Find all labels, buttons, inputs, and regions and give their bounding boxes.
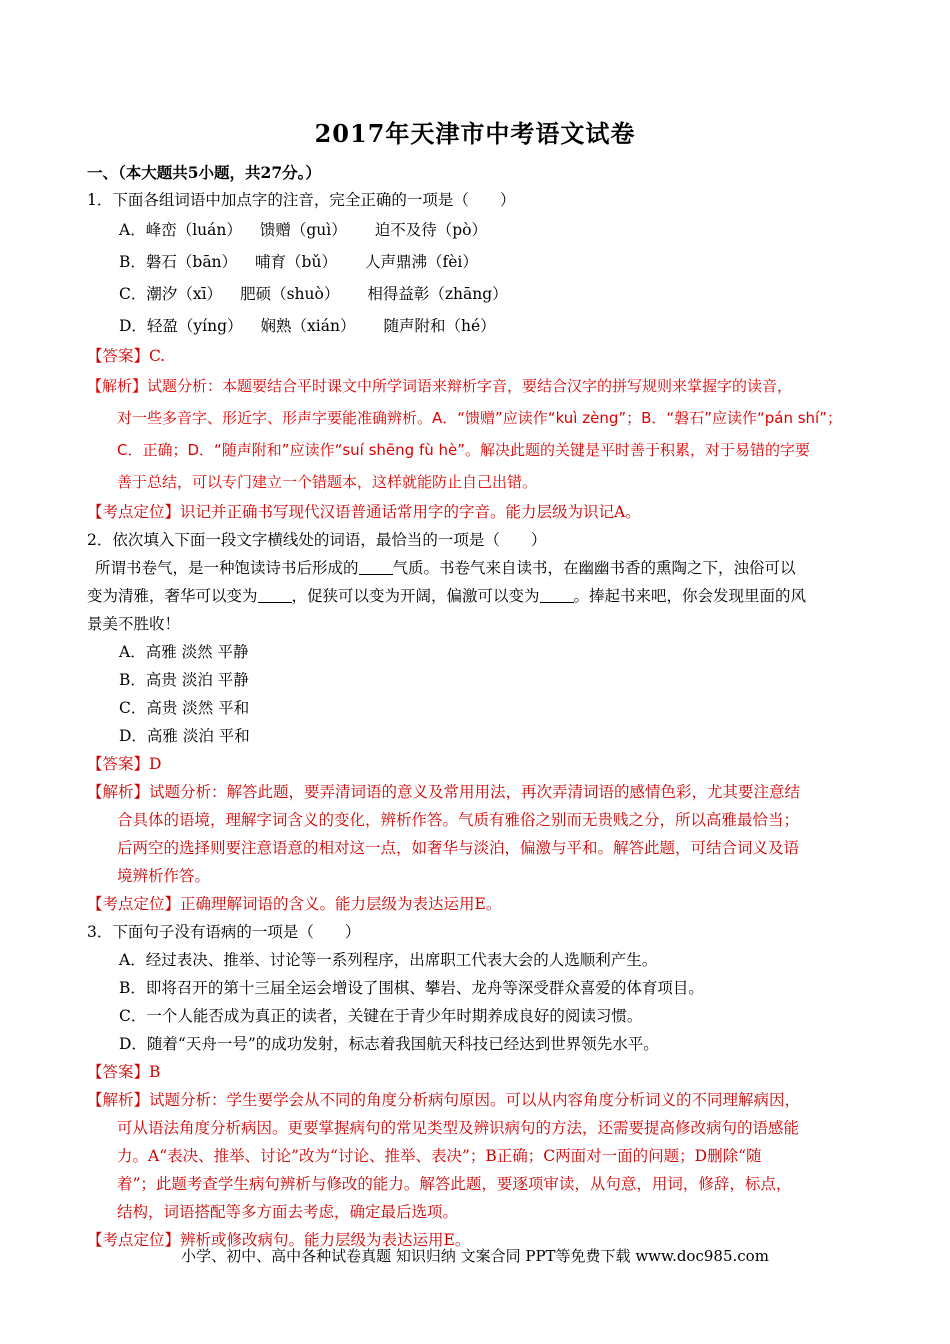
q1-point: 【考点定位】识记并正确书写现代汉语普通话常用字的字音。能力层级为识记A。: [87, 503, 641, 521]
q2-passage-line: 变为清雅，奢华可以变为 ，促狭可以变为开阔，偏激可以变为 。捧起书来吧，你会发现里面的风: [87, 587, 807, 605]
q1-option-a: A．峰峦（luán） 馈赠（guì） 迫不及待（pò）: [119, 221, 487, 239]
q2-answer: 【答案】D: [87, 755, 162, 773]
q1-analysis-line: 【解析】试题分析：本题要结合平时课文中所学词语来辩析字音，要结合汉字的拼写规则来掌握字的读音，: [87, 377, 793, 395]
q2-passage-line: 所谓书卷气，是一种饱读诗书后形成的 气质。书卷气来自读书，在幽幽书香的熏陶之下，浊俗可以: [95, 559, 796, 577]
page-title: 2017年天津市中考语文试卷: [314, 119, 636, 148]
q2-analysis-line: 【解析】试题分析：解答此题，要弄清词语的意义及常用用法，再次弄清词语的感情色彩，尤其要注意结: [87, 783, 801, 801]
q2-option-b: B．高贵 淡泊 平静: [119, 671, 249, 689]
q2-stem: 2．依次填入下面一段文字横线处的词语，最恰当的一项是（ ）: [87, 531, 547, 549]
q2-option-c: C．高贵 淡然 平和: [119, 699, 250, 717]
q3-option-b: B．即将召开的第十三届全运会增设了围棋、攀岩、龙舟等深受群众喜爱的体育项目。: [119, 979, 704, 997]
q3-option-c: C．一个人能否成为真正的读者，关键在于青少年时期养成良好的阅读习惯。: [119, 1007, 643, 1025]
q1-stem: 1．下面各组词语中加点字的注音，完全正确的一项是（ ）: [87, 191, 516, 209]
q3-point: 【考点定位】辨析或修改病句。能力层级为表达运用E。: [87, 1231, 471, 1249]
q1-analysis-line: 对一些多音字、形近字、形声字要能准确辨析。A．“馈赠”应读作“kuì zèng”；B．“磐石”应读作“pán shí”；: [117, 409, 842, 427]
q2-passage-line: 景美不胜收！: [87, 615, 181, 633]
q1-analysis-line: 善于总结，可以专门建立一个错题本，这样就能防止自己出错。: [117, 473, 538, 491]
q3-stem: 3．下面句子没有语病的一项是（ ）: [87, 923, 361, 941]
q3-option-d: D．随着“天舟一号”的成功发射，标志着我国航天科技已经达到世界领先水平。: [119, 1035, 659, 1053]
exam-body: [87, 160, 867, 1254]
q2-analysis-line: 境辨析作答。: [117, 867, 211, 885]
q3-option-a: A．经过表决、推举、讨论等一系列程序，出席职工代表大会的人选顺利产生。: [119, 951, 658, 969]
q2-analysis-line: 后两空的选择则要注意语意的相对这一点，如奢华与淡泊，偏激与平和。解答此题，可结合词义及语: [117, 839, 800, 857]
q1-option-c: C．潮汐（xī） 肥硕（shuò） 相得益彰（zhāng）: [119, 285, 508, 303]
fill-blank: [258, 586, 292, 603]
q3-answer: 【答案】B: [87, 1063, 161, 1081]
q2-point: 【考点定位】正确理解词语的含义。能力层级为表达运用E。: [87, 895, 502, 913]
q3-analysis-line: 结构，词语搭配等多方面去考虑，确定最后选项。: [117, 1203, 459, 1221]
q2-option-a: A．高雅 淡然 平静: [119, 643, 249, 661]
fill-blank: [359, 558, 393, 575]
q3-analysis-line: 可从语法角度分析病因。更要掌握病句的常见类型及辨识病句的方法，还需要提高修改病句的语感能: [117, 1119, 800, 1137]
q1-answer: 【答案】C.: [87, 347, 166, 365]
q3-analysis-line: 着”；此题考查学生病句辨析与修改的能力。解答此题，要逐项审读，从句意，用词，修辞，标点，: [117, 1175, 792, 1193]
q3-analysis-line: 【解析】试题分析：学生要学会从不同的角度分析病句原因。可以从内容角度分析词义的不同理解病因，: [87, 1091, 801, 1109]
fill-blank: [540, 586, 574, 603]
q3-analysis-line: 力。A“表决、推举、讨论”改为“讨论、推举、表决”；B正确；C两面对一面的问题；D删除“随: [117, 1147, 762, 1165]
q1-option-d: D．轻盈（yíng） 娴熟（xián） 随声附和（hé）: [119, 317, 496, 335]
q2-analysis-line: 合具体的语境，理解字词含义的变化，辨析作答。气质有雅俗之别而无贵贱之分，所以高雅最恰当；: [117, 811, 800, 829]
q1-analysis-line: C．正确；D．“随声附和”应读作“suí shēng fù hè”。解决此题的关键是平时善于积累，对于易错的字要: [117, 441, 811, 459]
page-footer: 小学、初中、高中各种试卷真题 知识归纳 文案合同 PPT等免费下载 www.doc985.com: [181, 1247, 769, 1265]
q2-option-d: D．高雅 淡泊 平和: [119, 727, 250, 745]
q1-option-b: B．磐石（bān） 哺育（bǔ） 人声鼎沸（fèi）: [119, 253, 478, 271]
section-heading: 一、（本大题共5小题，共27分。）: [87, 163, 321, 182]
